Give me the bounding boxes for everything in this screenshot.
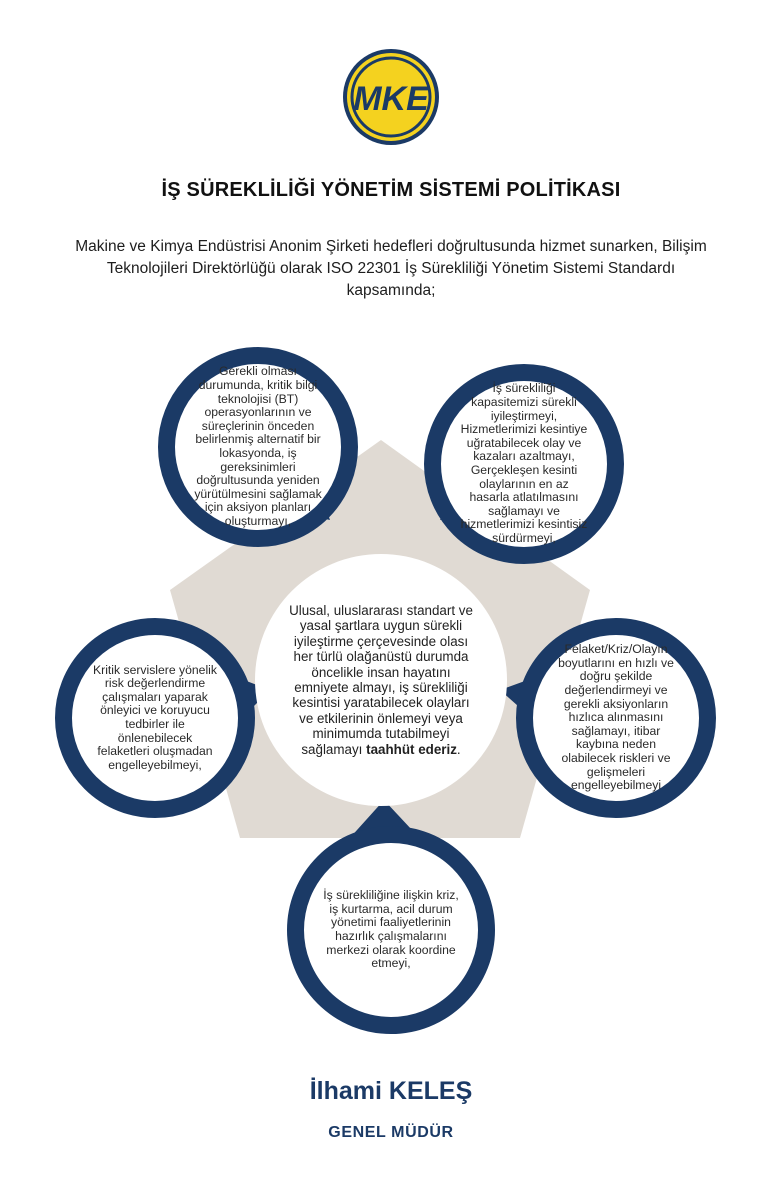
center-text-block: [286, 603, 476, 757]
bubble-bottom-text: İş sürekliliğine ilişkin kriz, iş kurtarma, acil durum yönetimi faaliyetlerinin hazırlık çalışmalarını merkezi olarak koordine etmeyi,: [323, 888, 459, 971]
page-title: İŞ SÜREKLİLİĞİ YÖNETİM SİSTEMİ POLİTİKASI: [161, 179, 621, 201]
center-text: Ulusal, uluslararası standart ve yasal şartlara uygun sürekli iyileştirme çerçevesinde olası her türlü olağanüstü durumda öncelikle insan hayatını emniyete almayı, iş sürekliliği kesintisi yaratabilecek olayları ve etkilerinin önlemeyi veya minimumda tutabilmeyi sağlamayı: [289, 602, 473, 757]
bubble-left-text: Kritik servislere yönelik risk değerlendirme çalışmaları yaparak önleyici ve koruyucu tedbirler ile önlenebilecek felaketleri oluşmadan engelleyebilmeyi,: [93, 662, 217, 772]
bubble-top-right: [424, 364, 624, 564]
intro-paragraph: Makine ve Kimya Endüstrisi Anonim Şirketi hedefleri doğrultusunda hizmet sunarken, Bilişim Teknolojileri Direktörlüğü olarak ISO 22301 İş Sürekliliği Yönetim Sistemi Standardı kapsamında;: [75, 238, 707, 299]
bubble-left: [55, 618, 255, 818]
bubble-right-text: Felaket/Kriz/Olayın boyutlarını en hızlı ve doğru şekilde değerlendirmeyi ve gerekli aksiyonların hızlıca alınmasını sağlamayı, itibar kaybına neden olabilecek riskleri ve gelişmeleri engelleyebilmeyi: [558, 642, 674, 793]
bubble-top-right-text: İş sürekliliği kapasitemizi sürekli iyileştirmeyi, Hizmetlerimizi kesintiye uğratabilecek olay ve kazaları azaltmayı, Gerçekleşen kesinti olaylarının en az hasarla atlatılmasını sağlamayı ve hizmetlerimizi kesintisiz sürdürmeyi,: [460, 381, 588, 545]
bubble-top-left-text: Gerekli olması durumunda, kritik bilgi teknolojisi (BT) operasyonlarının ve süreçlerinin önceden belirlenmiş alternatif bir lokasyonda, iş gereksinimleri doğrultusunda yeniden yürütülmesini sağlamak için aksiyon planları oluşturmayı,: [194, 364, 322, 528]
bubble-top-left: [158, 347, 358, 547]
center-emphasis: taahhüt ederiz: [366, 741, 457, 757]
signatory-name: İlhami KELEŞ: [309, 1077, 473, 1105]
bubble-bottom: [287, 826, 495, 1034]
logo-text: MKE: [353, 80, 429, 118]
center-end: .: [456, 741, 461, 757]
bubble-right: [516, 618, 716, 818]
center-commitment: [256, 555, 506, 805]
signatory-role: GENEL MÜDÜR: [328, 1124, 454, 1141]
